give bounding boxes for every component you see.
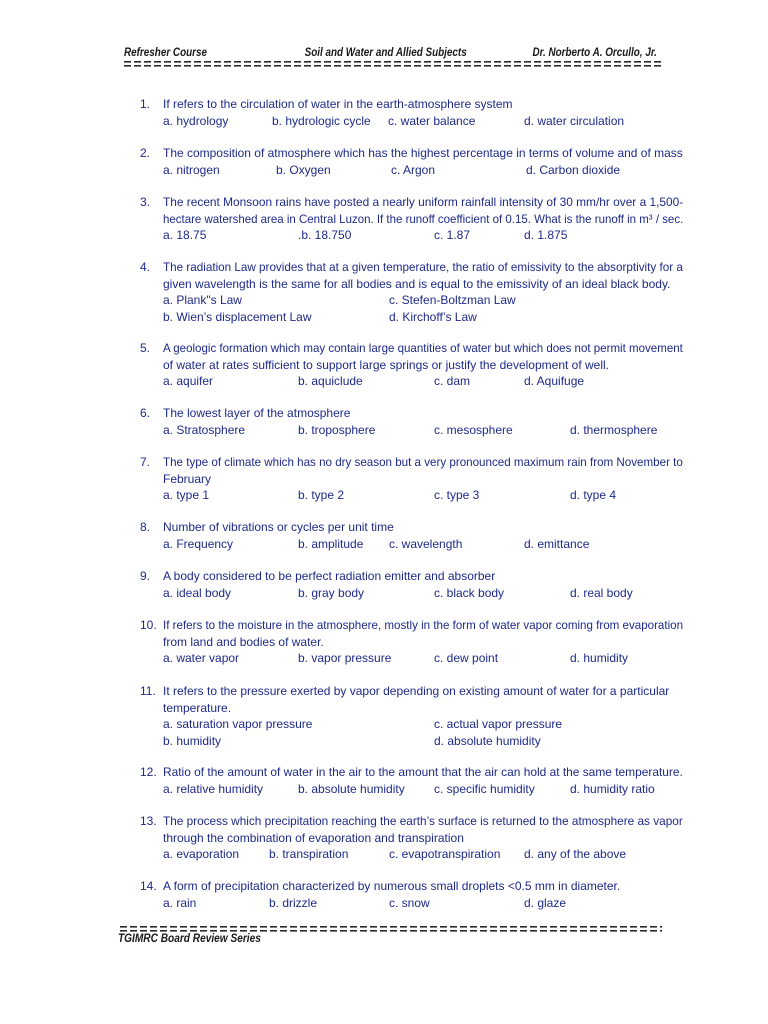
question-text-line: temperature.: [163, 700, 232, 715]
answer-option: a. relative humidity: [163, 781, 264, 796]
answer-option: b. absolute humidity: [298, 781, 405, 796]
question-number: 14.: [140, 879, 157, 893]
answer-option: b. hydrologic cycle: [272, 113, 371, 128]
question-text-line: hectare watershed area in Central Luzon. If the runoff coefficient of 0.15. What is the runoff in m³ / sec.: [163, 211, 684, 226]
answer-options-row: [163, 536, 683, 553]
answer-options-row: [163, 113, 683, 130]
question-number: 5.: [140, 341, 151, 355]
answer-option: c. 1.87: [434, 228, 471, 242]
answer-option: b. type 2: [298, 488, 345, 502]
answer-options-row: [163, 227, 683, 244]
question-text-line: A form of precipitation characterized by numerous small droplets <0.5 mm in diameter.: [163, 879, 621, 893]
question-text-line: February: [163, 471, 212, 486]
answer-option: d. 1.875: [524, 228, 568, 242]
answer-options-row: [163, 716, 683, 733]
question-number: 2.: [140, 146, 151, 160]
answer-option: b. transpiration: [269, 847, 349, 861]
footer-double-dashed-rule: [120, 926, 662, 932]
question-number: 10.: [140, 618, 157, 632]
answer-option: c. specific humidity: [434, 781, 535, 796]
question-text-line: The radiation Law provides that at a given temperature, the ratio of emissivity to the absorptivity for a: [163, 260, 683, 274]
answer-options-row: [163, 373, 683, 390]
question-number: 9.: [140, 569, 151, 583]
answer-option: d. glaze: [524, 895, 567, 910]
header-course-title: Refresher Course: [124, 47, 208, 59]
answer-option: c. water balance: [388, 113, 476, 128]
answer-options-row: [163, 292, 683, 309]
answer-option: b. Oxygen: [276, 162, 331, 177]
answer-option: b. aquiclude: [298, 374, 363, 388]
answer-options-row: [163, 585, 683, 602]
question-text-line: A geologic formation which may contain large quantities of water but which does not permit movement: [163, 341, 683, 355]
answer-options-row: [163, 650, 683, 667]
answer-option: d. absolute humidity: [434, 733, 541, 748]
answer-options-row: [163, 309, 683, 326]
answer-option: c. dam: [434, 374, 471, 388]
answer-option: b. Wien’s displacement Law: [163, 309, 312, 324]
question-text-line: If refers to the moisture in the atmosphere, mostly in the form of water vapor coming from evaporation: [163, 618, 684, 632]
answer-option: a. rain: [163, 895, 197, 910]
question-number: 3.: [140, 195, 151, 209]
question-text-line: The recent Monsoon rains have posted a nearly uniform rainfall intensity of 30 mm/hr over a 1,500-: [163, 195, 684, 209]
answer-option: c. Argon: [391, 162, 436, 177]
answer-option: d. Aquifuge: [524, 374, 585, 388]
answer-option: b. drizzle: [269, 895, 318, 910]
question-number: 1.: [140, 97, 151, 111]
question-text-line: If refers to the circulation of water in the earth-atmosphere system: [163, 97, 513, 111]
question-text-line: through the combination of evaporation and transpiration: [163, 830, 464, 845]
answer-option: c. dew point: [434, 651, 499, 665]
question-text-line: The process which precipitation reaching the earth’s surface is returned to the atmosphere as vapor: [163, 814, 683, 828]
answer-option: d. humidity: [570, 651, 629, 665]
question-number: 4.: [140, 260, 151, 274]
question-text-line: The composition of atmosphere which has the highest percentage in terms of volume and of mass: [163, 146, 683, 160]
question-number: 13.: [140, 814, 157, 828]
answer-option: a. saturation vapor pressure: [163, 717, 313, 731]
answer-options-row: [163, 733, 683, 750]
question-number: 12.: [140, 765, 157, 779]
answer-option: b. gray body: [298, 585, 365, 600]
answer-option: a. Frequency: [163, 536, 234, 551]
footer-series-title: TGIMRC Board Review Series: [118, 933, 261, 945]
header-subject-title: Soil and Water and Allied Subjects: [304, 47, 467, 59]
answer-option: a. Stratosphere: [163, 422, 246, 437]
header-author: Dr. Norberto A. Orcullo, Jr.: [532, 47, 657, 59]
answer-option: a. hydrology: [163, 113, 229, 128]
answer-option: d. humidity ratio: [570, 781, 655, 796]
answer-option: b. vapor pressure: [298, 651, 392, 665]
answer-option: d. emittance: [524, 536, 590, 551]
answer-option: b. amplitude: [298, 536, 364, 551]
answer-option: d. any of the above: [524, 847, 627, 861]
answer-options-row: [163, 781, 683, 798]
answer-option: d. real body: [570, 585, 633, 600]
question-text-line: The lowest layer of the atmosphere: [163, 406, 351, 420]
answer-option: a. 18.75: [163, 228, 207, 242]
question-text-line: Number of vibrations or cycles per unit time: [163, 520, 394, 534]
header-double-dashed-rule: [124, 61, 664, 67]
question-text-line: of water at rates sufficient to support large springs or justify the development of well.: [163, 357, 610, 372]
question-text-line: given wavelength is the same for all bodies and is equal to the emissivity of an ideal black body.: [163, 276, 671, 291]
answer-options-row: [163, 895, 683, 912]
question-text-line: The type of climate which has no dry season but a very pronounced maximum rain from November to: [163, 455, 683, 469]
answer-option: d. thermosphere: [570, 422, 658, 437]
question-number: 7.: [140, 455, 151, 469]
answer-option: a. Plank"s Law: [163, 293, 242, 307]
answer-option: a. nitrogen: [163, 162, 220, 177]
answer-option: b. troposphere: [298, 422, 376, 437]
answer-options-row: [163, 487, 683, 504]
question-number: 8.: [140, 520, 151, 534]
answer-options-row: [163, 162, 683, 179]
question-number: 6.: [140, 406, 151, 420]
answer-option: b. humidity: [163, 733, 222, 748]
question-text-line: A body considered to be perfect radiation emitter and absorber: [163, 569, 496, 583]
answer-option: d. Carbon dioxide: [526, 162, 621, 177]
answer-option: a. evaporation: [163, 847, 240, 861]
answer-option: d. water circulation: [524, 113, 625, 128]
answer-option: c. Stefen-Boltzman Law: [389, 293, 516, 307]
answer-option: c. snow: [389, 895, 430, 910]
answer-option: c. wavelength: [389, 536, 463, 551]
answer-options-row: [163, 846, 683, 863]
answer-option: a. water vapor: [163, 651, 240, 665]
answer-option: c. type 3: [434, 488, 480, 502]
answer-option: .b. 18.750: [298, 228, 352, 242]
question-text-line: It refers to the pressure exerted by vapor depending on existing amount of water for a particular: [163, 684, 670, 698]
answer-option: a. aquifer: [163, 374, 214, 388]
answer-option: a. ideal body: [163, 585, 232, 600]
answer-option: d. type 4: [570, 488, 617, 502]
answer-options-row: [163, 422, 683, 439]
answer-option: c. evapotranspiration: [389, 847, 501, 861]
question-number: 11.: [140, 684, 156, 698]
answer-option: a. type 1: [163, 488, 210, 502]
answer-option: c. mesosphere: [434, 422, 513, 437]
question-text-line: from land and bodies of water.: [163, 634, 324, 649]
answer-option: c. black body: [434, 585, 505, 600]
question-text-line: Ratio of the amount of water in the air to the amount that the air can hold at the same temperature.: [163, 765, 683, 779]
answer-option: c. actual vapor pressure: [434, 717, 563, 731]
answer-option: d. Kirchoff’s Law: [389, 309, 477, 324]
